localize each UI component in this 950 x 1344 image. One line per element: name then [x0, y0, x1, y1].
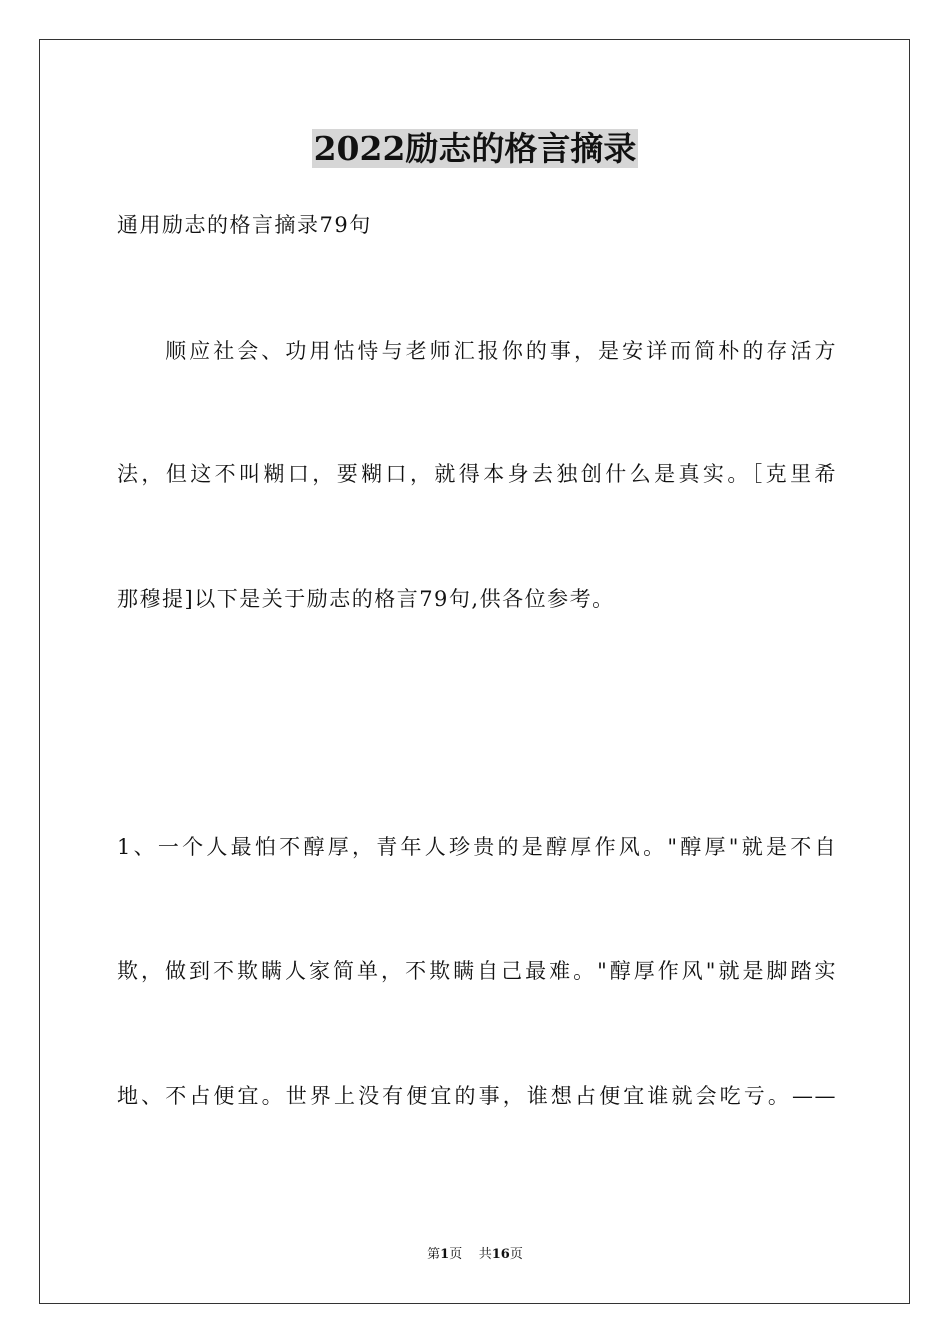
paragraph-1-line-2: 法，但这不叫糊口，要糊口，就得本身去独创什么是真实。［克里希 [117, 462, 837, 486]
footer-page-number: 1 [440, 1247, 450, 1262]
page-footer [0, 1245, 950, 1265]
paragraph-2-line-3: 地、不占便宜。世界上没有便宜的事，谁想占便宜谁就会吃亏。—— [117, 1084, 837, 1108]
document-title [0, 124, 950, 174]
footer-total-prefix: 共 [478, 1247, 492, 1262]
paragraph-2-line-1: 1、一个人最怕不醇厚，青年人珍贵的是醇厚作风。"醇厚"就是不自 [117, 835, 837, 859]
footer-total-suffix: 页 [509, 1247, 523, 1262]
footer-page-suffix: 页 [449, 1247, 463, 1262]
document-title-text: 2022励志的格言摘录 [313, 129, 637, 168]
paragraph-1-line-3: 那穆提]以下是关于励志的格言79句,供各位参考。 [117, 587, 615, 611]
paragraph-1-line-1: 顺应社会、功用怙恃与老师汇报你的事，是安详而简朴的存活方 [117, 339, 837, 363]
paragraph-2-line-2: 欺，做到不欺瞒人家简单，不欺瞒自己最难。"醇厚作风"就是脚踏实 [117, 959, 837, 983]
document-subtitle: 通用励志的格言摘录79句 [117, 213, 372, 237]
footer-total-pages: 16 [491, 1247, 510, 1262]
footer-page-prefix: 第 [427, 1247, 441, 1262]
